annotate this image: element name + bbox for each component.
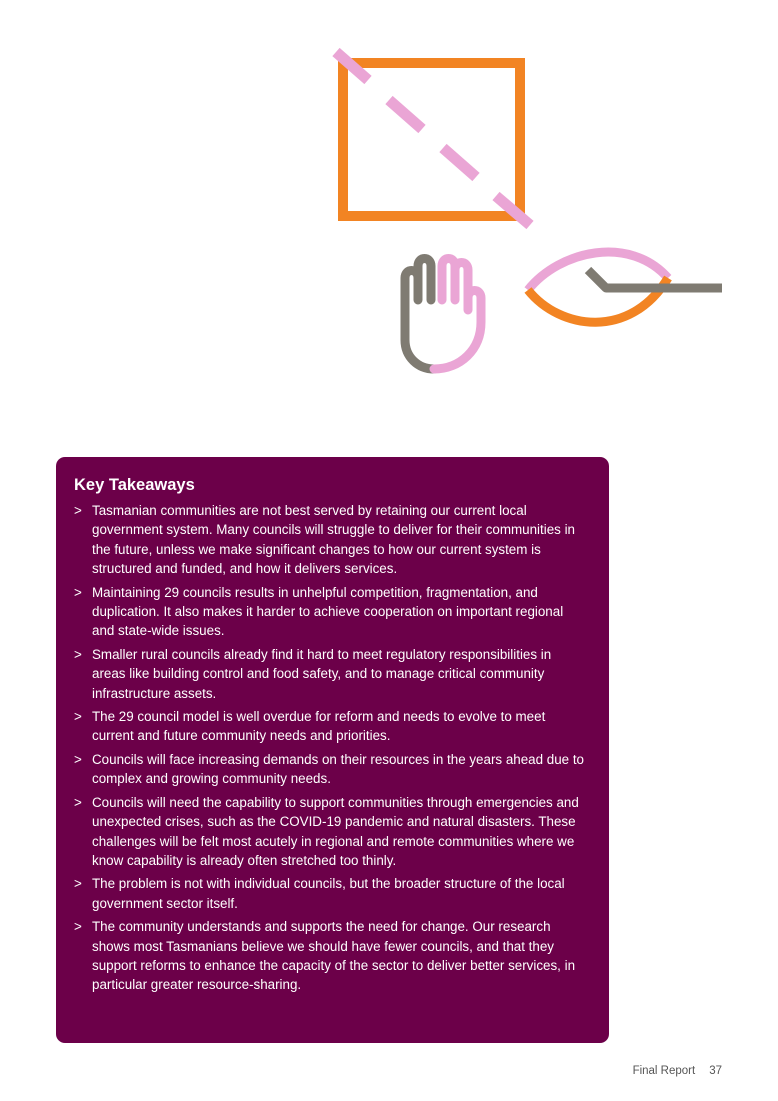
list-item-text: Councils will need the capability to support communities through emergencies and unexpected crises, such as the COVID-19 pandemic and natural disasters. These challenges will be felt most acutely in regional and remote communities where we know capability is already often stretched too thinly. bbox=[92, 794, 579, 868]
footer-label: Final Report bbox=[632, 1065, 696, 1077]
bullet-marker: > bbox=[74, 919, 82, 935]
dashed-diagonal-icon bbox=[336, 52, 530, 225]
bullet-marker: > bbox=[74, 584, 82, 600]
leaf-icon bbox=[528, 252, 722, 322]
card-title: Key Takeaways bbox=[74, 476, 195, 494]
takeaways-list bbox=[74, 501, 585, 995]
square-outline-icon bbox=[343, 63, 520, 216]
list-item bbox=[74, 583, 585, 641]
list-item bbox=[74, 501, 585, 579]
list-item-text: The community understands and supports the need for change. Our research shows most Tasmanians believe we should have fewer councils, and that they support reforms to enhance the capacity of the sector to deliver better services, in particular greater resource-sharing. bbox=[92, 919, 576, 993]
list-item-text: The 29 council model is well overdue for reform and needs to evolve to meet current and future community needs and priorities. bbox=[92, 709, 546, 744]
page-footer bbox=[633, 1065, 722, 1077]
bullet-marker: > bbox=[74, 751, 82, 767]
decorative-graphic bbox=[320, 40, 740, 390]
bullet-marker: > bbox=[74, 503, 82, 518]
list-item bbox=[74, 793, 585, 871]
list-item bbox=[74, 874, 585, 913]
key-takeaways-card bbox=[56, 457, 609, 1043]
bullet-marker: > bbox=[74, 709, 82, 725]
page-number: 37 bbox=[709, 1065, 722, 1077]
list-item bbox=[74, 645, 585, 703]
list-item-text: The problem is not with individual councils, but the broader structure of the local government sector itself. bbox=[92, 876, 565, 911]
list-item bbox=[74, 707, 585, 746]
hand-icon bbox=[405, 259, 481, 370]
bullet-marker: > bbox=[74, 876, 82, 892]
list-item-text: Maintaining 29 councils results in unhelpful competition, fragmentation, and duplication. It also makes it harder to achieve cooperation on important regional and state-wide issues. bbox=[92, 584, 564, 639]
bullet-marker: > bbox=[74, 794, 82, 810]
bullet-marker: > bbox=[74, 646, 82, 662]
list-item bbox=[74, 917, 585, 995]
list-item bbox=[74, 750, 585, 789]
list-item-text: Councils will face increasing demands on their resources in the years ahead due to complex and growing community needs. bbox=[92, 751, 585, 787]
list-item-text: Smaller rural councils already find it hard to meet regulatory responsibilities in areas like building control and food safety, and to manage critical community infrastructure assets. bbox=[92, 646, 552, 701]
list-item-text: Tasmanian communities are not best served by retaining our current local government system. Many councils will struggle to deliver for their communities in the future, unless we make significant changes to how our current system is structured and funded, and how it delivers services. bbox=[92, 503, 575, 577]
